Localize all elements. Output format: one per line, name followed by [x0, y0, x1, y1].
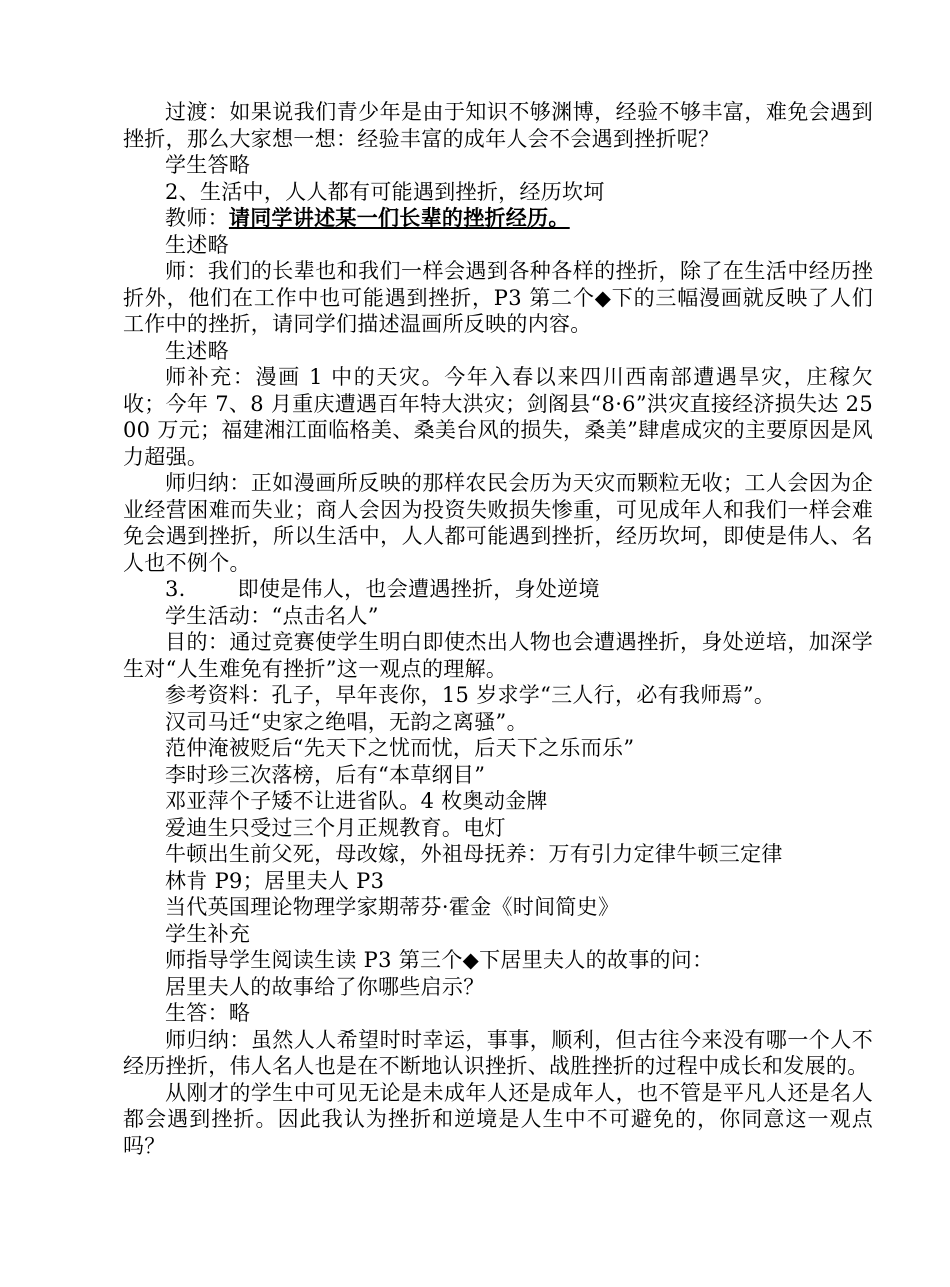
- paragraph-point-2: 2、生活中，人人都有可能遇到挫折，经历坎坷: [165, 179, 605, 204]
- paragraph-student-answer-2: 生答：略: [165, 1001, 251, 1025]
- teacher-label: 教师：: [165, 206, 229, 230]
- paragraph-student-supplement: 学生补充: [165, 921, 251, 946]
- document-page: [123, 99, 873, 1159]
- teacher-emphasis: 请同学讲述某一们长辈的挫折经历。: [228, 205, 570, 230]
- paragraph-question: 居里夫人的故事给了你哪些启示？: [165, 974, 485, 999]
- paragraph-student-narration-2: 生述略: [165, 338, 229, 363]
- paragraph-purpose: 目的：通过竞赛使学生明白即使杰出人物也会遭遇挫折，身处逆培，加深学生对“人生难免有挫折”这一观点的理解。: [123, 630, 873, 681]
- paragraph-transition: 过渡：如果说我们青少年是由于知识不够渊博，经验不够丰富，难免会遇到挫折，那么大家想一想：经验丰富的成年人会不会遇到挫折呢？: [123, 100, 873, 151]
- paragraph-point-3: [123, 576, 873, 603]
- paragraph-teacher-elders: 师：我们的长辈也和我们一样会遇到各种各样的挫折，除了在生活中经历挫折外，他们在工作中也可能遇到挫折，P3 第二个◆下的三幅漫画就反映了人们工作中的挫折，请同学们描述温画所反映的内容。: [123, 259, 873, 336]
- paragraph-teacher-supplement: 师补充：漫画 1 中的天灾。今年入春以来四川西南部遭遇旱灾，庄稼欠收；今年 7、8 月重庆遭遇百年特大洪灾；剑阁县“8·6”洪灾直接经济损失达 2500 万元；福建湘江面临格美、桑美台风的损失，桑美”肆虐成灾的主要原因是风力超强。: [123, 365, 873, 469]
- paragraph-reference-newton: 牛顿出生前父死，母改嫁，外祖母抚养：万有引力定律牛顿三定律: [165, 842, 783, 866]
- paragraph-teacher-guide: 师指导学生阅读生读 P3 第三个◆下居里夫人的故事的问：: [165, 948, 714, 972]
- paragraph-student-answer: 学生答略: [165, 153, 251, 177]
- paragraph-teacher-prompt: [123, 205, 873, 232]
- paragraph-reference-simaqian: 汉司马迁“史家之绝唱，无韵之离骚”。: [165, 709, 528, 734]
- paragraph-reference-edison: 爱迪生只受过三个月正规教育。电灯: [165, 815, 506, 840]
- paragraph-reference-lishizhen: 李时珍三次落榜，后有“本草纲目”: [165, 762, 486, 787]
- paragraph-reference-lincoln: 林肯 P9；居里夫人 P3: [165, 868, 385, 893]
- paragraph-reference-dengyaping: 邓亚萍个子矮不让进省队。4 枚奥动金牌: [165, 789, 548, 813]
- paragraph-reference-fanzhongyan: 范仲淹被贬后“先天下之忧而忧，后天下之乐而乐”: [165, 736, 635, 760]
- point-3-text: 即使是伟人，也会遭遇挫折，身处逆境: [237, 577, 600, 601]
- point-3-number: 3.: [165, 577, 186, 601]
- paragraph-reference-hawking: 当代英国理论物理学家期蒂芬·霍金《时间简史》: [165, 895, 620, 919]
- paragraph-conclusion: 从刚才的学生中可见无论是未成年人还是成年人，也不管是平凡人还是名人都会遇到挫折。因此我认为挫折和逆境是人生中不可避免的，你同意这一观点吗？: [123, 1080, 873, 1158]
- paragraph-teacher-summary-2: 师归纳：虽然人人希望时时幸运，事事，顺利，但古往今来没有哪一个人不经历挫折，伟人名人也是在不断地认识挫折、战胜挫折的过程中成长和发展的。: [123, 1027, 873, 1078]
- paragraph-student-narration-1: 生述略: [165, 232, 229, 257]
- paragraph-reference-confucius: 参考资料：孔子，早年丧你，15 岁求学“三人行，必有我师焉”。: [165, 683, 776, 707]
- paragraph-student-activity: 学生活动：“点击名人”: [165, 603, 379, 628]
- paragraph-teacher-summary-1: 师归纳：正如漫画所反映的那样农民会历为天灾而颗粒无收；工人会因为企业经营困难而失业；商人会因为投资失败损失惨重，可见成年人和我们一样会难免会遇到挫折，所以生活中，人人都可能遇到挫折，经历坎坷，即使是伟人、名人也不例个。: [123, 471, 873, 575]
